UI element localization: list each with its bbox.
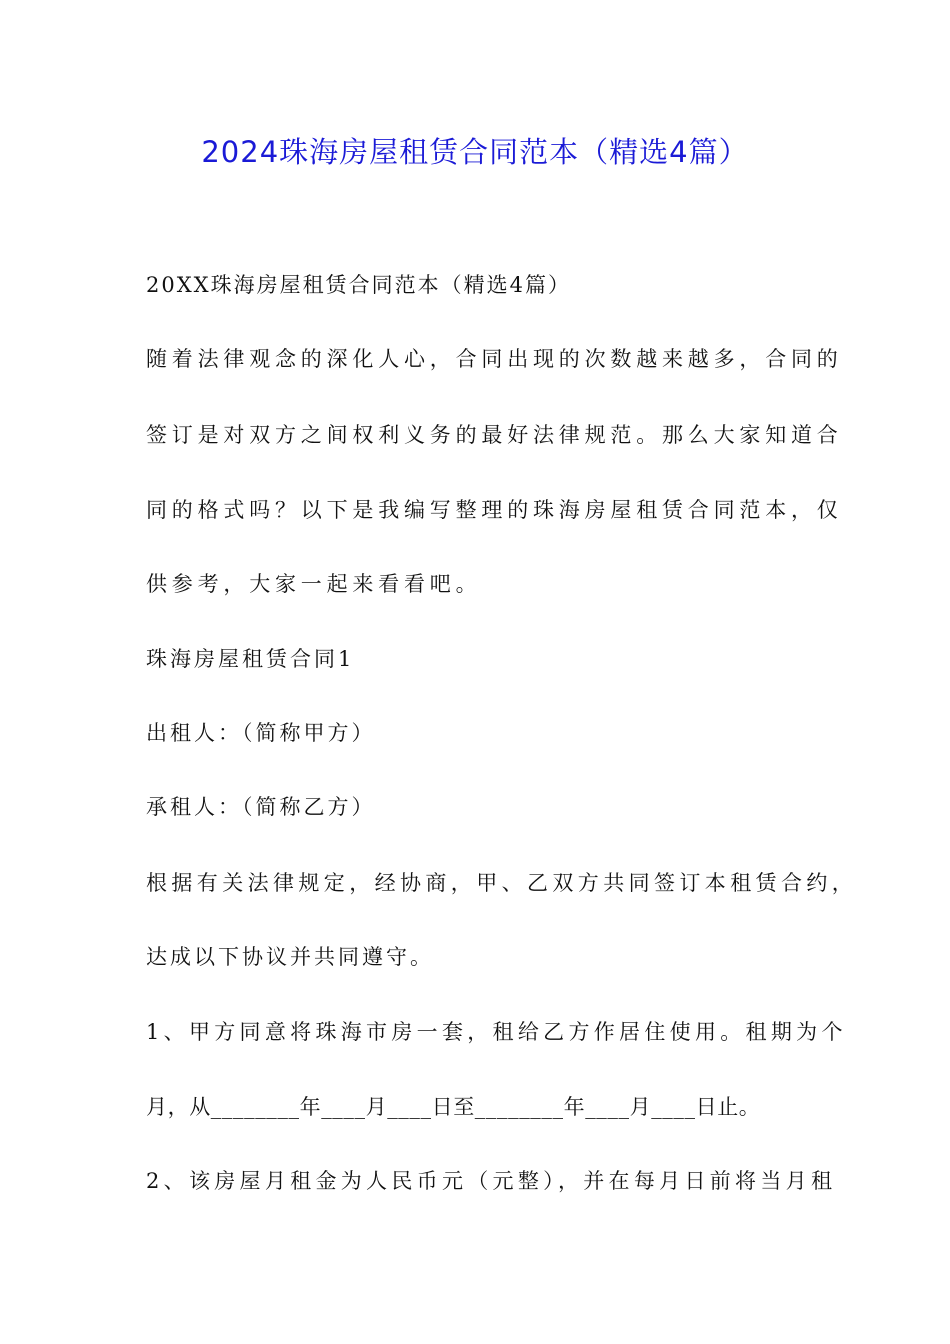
paragraph-line: 根据有关法律规定，经协商，甲、乙双方共同签订本租赁合约， bbox=[146, 871, 858, 895]
paragraph-line: 随着法律观念的深化人心，合同出现的次数越来越多，合同的 bbox=[146, 347, 843, 371]
paragraph-line: 同的格式吗？以下是我编写整理的珠海房屋租赁合同范本，仅 bbox=[146, 498, 843, 522]
subtitle-line: 20XX珠海房屋租赁合同范本（精选4篇） bbox=[146, 273, 571, 297]
document-title: 2024珠海房屋租赁合同范本（精选4篇） bbox=[201, 135, 749, 169]
clause-line: 月，从________年____月____日至________年____月____日止。 bbox=[146, 1095, 761, 1119]
paragraph-line: 供参考，大家一起来看看吧。 bbox=[146, 572, 482, 596]
paragraph-line: 签订是对双方之间权利义务的最好法律规范。那么大家知道合 bbox=[146, 423, 843, 447]
clause-line: 1、甲方同意将珠海市房一套，租给乙方作居住使用。租期为个 bbox=[146, 1020, 847, 1044]
lessee-line: 承租人：（简称乙方） bbox=[146, 795, 376, 819]
section-heading: 珠海房屋租赁合同1 bbox=[146, 647, 355, 671]
lessor-line: 出租人：（简称甲方） bbox=[146, 721, 376, 745]
clause-line: 2、该房屋月租金为人民币元（元整），并在每月日前将当月租 bbox=[146, 1169, 837, 1193]
paragraph-line: 达成以下协议并共同遵守。 bbox=[146, 945, 434, 969]
